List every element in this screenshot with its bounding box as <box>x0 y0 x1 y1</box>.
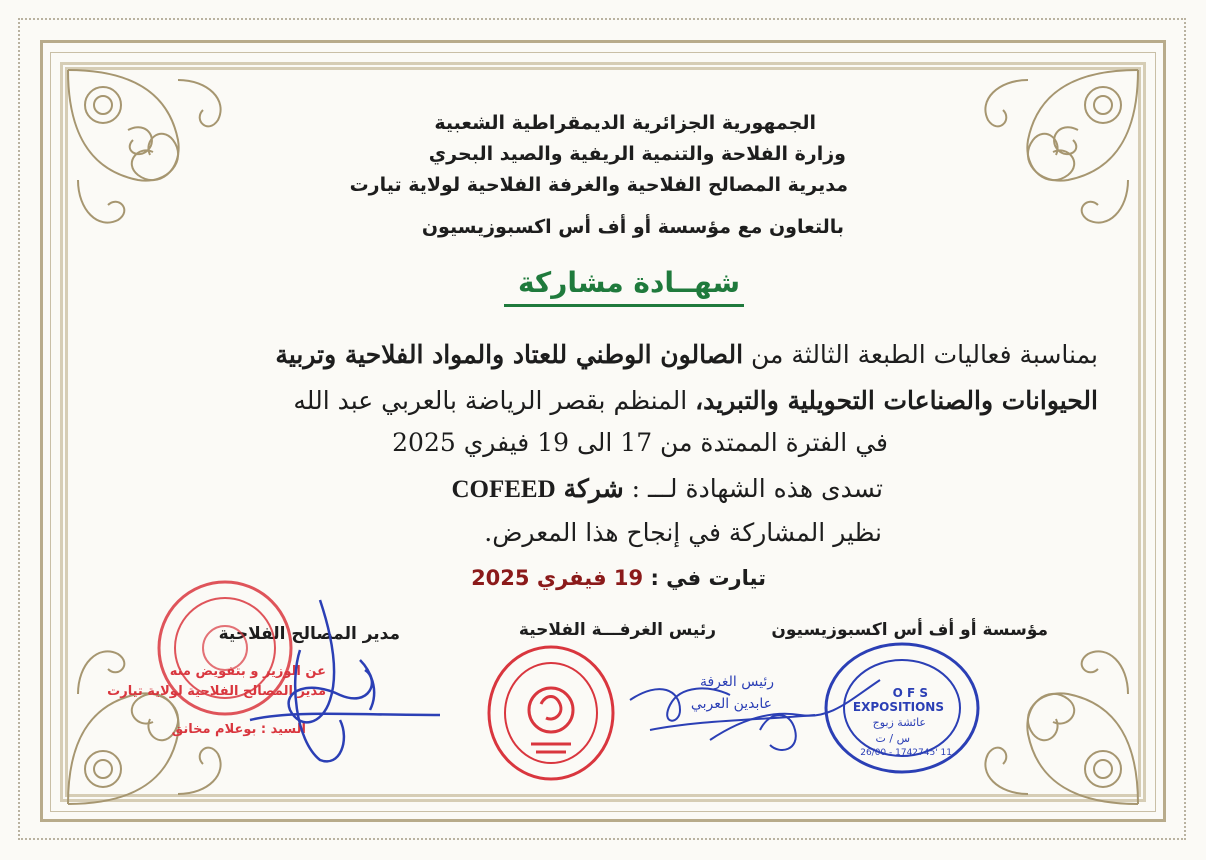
signatory-directorate: مدير المصالح الفلاحية <box>218 624 400 644</box>
body-line-1 <box>275 340 1098 369</box>
directorate-stamp-line3: السيد : بوعلام مخانق <box>171 722 306 737</box>
recipient-label: شركة <box>563 474 624 503</box>
signatory-ofs: مؤسسة أو أف أس اكسبوزيسيون <box>771 620 1048 640</box>
chamber-stamp-line1: رئيس الغرفة <box>699 674 774 690</box>
ofs-stamp-line5: 26/00 - 1742745' 11 <box>860 748 952 758</box>
ofs-stamp-line3: عائشة زبوج <box>872 716 926 729</box>
body-line-3: في الفترة الممتدة من 17 الى 19 فيفري 2025 <box>392 428 888 457</box>
recipient-company: COFEED <box>451 476 556 503</box>
body-line-1-prefix: بمناسبة فعاليات الطبعة الثالثة من <box>751 340 1098 369</box>
body-line-2-rest: المنظم بقصر الرياضة بالعربي عبد الله <box>293 386 688 415</box>
ofs-stamp-line4: س / ت <box>875 732 910 745</box>
header-directorate: مديرية المصالح الفلاحية والغرفة الفلاحية لولاية تيارت <box>349 174 848 196</box>
issue-date-prefix: تيارت في : <box>650 566 766 590</box>
body-line-5: نظير المشاركة في إنجاح هذا المعرض. <box>484 518 882 547</box>
header-republic: الجمهورية الجزائرية الديمقراطية الشعبية <box>434 112 816 134</box>
body-line-2 <box>293 386 1098 415</box>
signatory-chamber: رئيس الغرفـــة الفلاحية <box>518 620 716 640</box>
issue-date-value: 19 فيفري 2025 <box>471 566 644 590</box>
corner-ornament-top-right <box>958 60 1148 250</box>
certificate-title: شهــادة مشاركة <box>517 266 740 299</box>
issue-date <box>471 566 766 590</box>
title-underline <box>504 304 744 307</box>
chamber-stamp-line2: عابدين العربي <box>690 696 772 712</box>
director-signature <box>230 590 450 770</box>
header-cooperation: بالتعاون مع مؤسسة أو أف أس اكسبوزيسيون <box>421 216 844 238</box>
header-ministry: وزارة الفلاحة والتنمية الريفية والصيد البحري <box>428 143 846 165</box>
corner-ornament-bottom-right <box>958 624 1148 814</box>
ofs-signature <box>700 660 890 770</box>
ofs-stamp-line1: O F S <box>892 686 928 700</box>
directorate-stamp-line2: مدير المصالح الفلاحية لولاية تيارت <box>107 684 326 699</box>
recipient-prefix: تسدى هذه الشهادة لـــ : <box>631 474 883 503</box>
body-line-1-bold: الصالون الوطني للعتاد والمواد الفلاحية وتربية <box>275 340 744 369</box>
body-line-4 <box>451 474 883 504</box>
ofs-stamp-line2: EXPOSITIONS <box>852 700 944 714</box>
corner-ornament-top-left <box>58 60 248 250</box>
directorate-stamp-line1: عن الوزير و بتفويض منه <box>169 664 326 679</box>
chamber-round-stamp <box>486 644 616 782</box>
body-line-2-bold: الحيوانات والصناعات التحويلية والتبريد، <box>695 386 1098 415</box>
